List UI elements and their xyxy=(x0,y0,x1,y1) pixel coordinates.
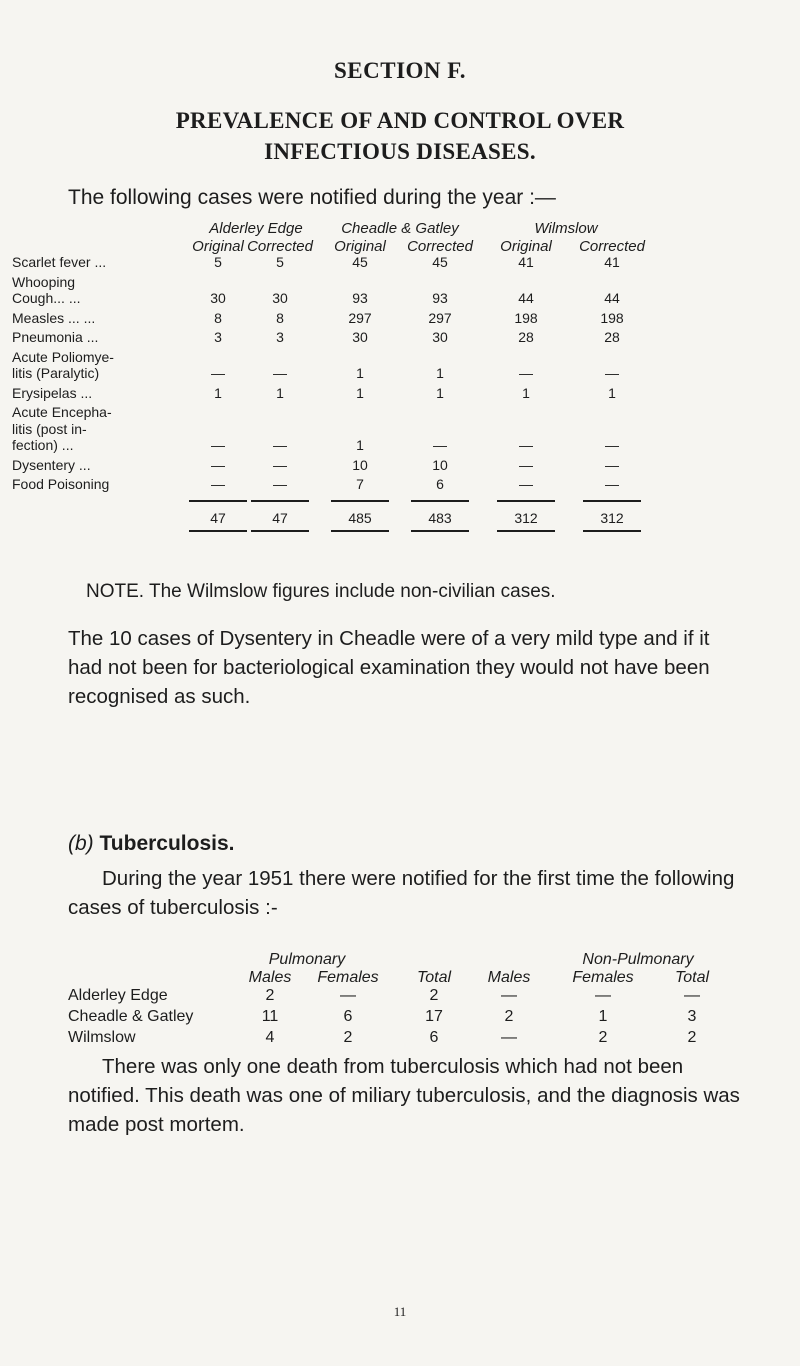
row-label: Whooping xyxy=(12,273,76,290)
table-cell: 45 xyxy=(432,254,448,270)
table-row xyxy=(0,404,800,453)
total-rule xyxy=(189,530,247,532)
tuberculosis-death-paragraph: There was only one death from tuberculosis which had not been notified. This death was one of miliary tuberculosis, and the diagnosis was made post mortem. xyxy=(68,1055,740,1136)
table-cell: 17 xyxy=(425,1008,443,1025)
total-cell: 485 xyxy=(348,509,372,526)
table-cell: 5 xyxy=(276,254,284,270)
column-header: Females xyxy=(317,969,379,986)
table-cell: 1 xyxy=(356,437,364,453)
table-cell: 41 xyxy=(518,254,534,270)
district-header: Cheadle & Gatley xyxy=(341,220,459,237)
table-cell: 297 xyxy=(348,309,372,326)
row-label: Wilmslow xyxy=(68,1029,136,1046)
non-pulmonary-header: Non-Pulmonary xyxy=(582,951,694,968)
table-cell: — xyxy=(605,476,619,492)
total-cell: 47 xyxy=(210,509,226,526)
total-rule xyxy=(331,530,389,532)
table-cell: 3 xyxy=(214,329,222,345)
row-label: fection) ... xyxy=(12,437,74,453)
table-cell: — xyxy=(211,437,225,453)
table-row xyxy=(0,329,800,347)
total-rule xyxy=(411,530,469,532)
table-cell: 2 xyxy=(504,1008,514,1025)
table-row xyxy=(0,457,800,475)
table-row xyxy=(0,385,800,403)
table-cell: 1 xyxy=(598,1008,608,1025)
table-cell: 1 xyxy=(608,384,616,401)
total-rule xyxy=(189,500,247,502)
table-row xyxy=(0,348,800,381)
table-row xyxy=(0,310,800,328)
table-cell: 30 xyxy=(432,329,448,345)
column-subheader: Original xyxy=(334,238,386,255)
table-cell: 1 xyxy=(276,384,284,401)
table-cell: 10 xyxy=(352,456,368,473)
row-label: Scarlet fever ... xyxy=(12,254,107,270)
table-cell: 1 xyxy=(356,384,364,401)
table-cell: 41 xyxy=(604,254,620,270)
district-header: Wilmslow xyxy=(534,220,598,237)
table-row xyxy=(0,987,800,1007)
column-header: Females xyxy=(572,969,634,986)
table-cell: — xyxy=(211,456,225,473)
table-cell: 198 xyxy=(514,309,538,326)
row-label: Acute Poliomye- xyxy=(12,348,114,365)
table-row xyxy=(0,254,800,272)
row-label: Pneumonia ... xyxy=(12,329,99,345)
table-cell: 11 xyxy=(261,1008,279,1025)
column-header: Males xyxy=(487,969,531,986)
table-cell: 7 xyxy=(356,476,364,492)
table-cell: — xyxy=(211,476,225,492)
table-cell: — xyxy=(605,365,619,381)
table-cell: — xyxy=(340,987,356,1004)
page-title-line-1: PREVALENCE OF AND CONTROL OVER xyxy=(175,108,625,133)
intro-text: The following cases were notified during the year :— xyxy=(68,186,556,209)
tuberculosis-paragraph: During the year 1951 there were notified for the first time the following cases of tuberculosis :- xyxy=(68,867,735,919)
total-rule xyxy=(251,530,309,532)
table-cell: — xyxy=(273,365,287,381)
table-row xyxy=(0,1029,800,1049)
table-cell: 10 xyxy=(432,456,448,473)
dysentery-paragraph: The 10 cases of Dysentery in Cheadle were of a very mild type and if it had not been for bacteriological examination they would not have been recognised as such. xyxy=(68,627,710,708)
table-cell: 198 xyxy=(600,309,624,326)
row-label: Cheadle & Gatley xyxy=(68,1008,194,1025)
table-cell: 8 xyxy=(214,309,222,326)
total-rule xyxy=(583,500,641,502)
table-cell: 28 xyxy=(604,329,620,345)
total-cell: 483 xyxy=(428,509,452,526)
table-cell: 1 xyxy=(214,384,222,401)
tuberculosis-heading-letter: (b) xyxy=(68,832,94,855)
table-cell: — xyxy=(519,476,533,492)
table-cell: 1 xyxy=(436,384,444,401)
table-cell: — xyxy=(605,437,619,453)
total-rule xyxy=(411,500,469,502)
table-cell: 6 xyxy=(343,1008,353,1025)
table-cell: — xyxy=(519,456,533,473)
table-cell: 4 xyxy=(265,1029,275,1046)
table-cell: — xyxy=(501,1029,517,1046)
table-cell: 44 xyxy=(518,290,534,306)
table-cell: 2 xyxy=(687,1029,697,1046)
column-subheader: Corrected xyxy=(579,238,645,255)
table-cell: 2 xyxy=(343,1029,353,1046)
table-cell: — xyxy=(684,987,700,1004)
table-cell: 2 xyxy=(598,1029,608,1046)
total-rule xyxy=(583,530,641,532)
table-cell: 6 xyxy=(436,476,444,492)
row-label: litis (post in- xyxy=(12,420,87,437)
table-cell: 30 xyxy=(272,290,288,306)
table-cell: — xyxy=(433,437,447,453)
tuberculosis-heading xyxy=(68,832,235,856)
column-subheader: Corrected xyxy=(407,238,473,255)
table-cell: — xyxy=(519,365,533,381)
column-header: Total xyxy=(416,969,452,986)
table-cell: 44 xyxy=(604,290,620,306)
column-header: Males xyxy=(248,969,292,986)
total-rule xyxy=(331,500,389,502)
note-text: NOTE. The Wilmslow figures include non-civilian cases. xyxy=(86,581,556,602)
row-label: litis (Paralytic) xyxy=(12,365,100,381)
table-cell: — xyxy=(501,987,517,1004)
table-cell: 3 xyxy=(687,1008,697,1025)
table-cell: 93 xyxy=(352,290,368,306)
table-cell: 30 xyxy=(210,290,226,306)
table-cell: 1 xyxy=(522,384,530,401)
table-cell: 1 xyxy=(436,365,444,381)
total-cell: 312 xyxy=(514,509,538,526)
row-label: Measles ... ... xyxy=(12,309,96,326)
table-cell: — xyxy=(605,456,619,473)
table-cell: 297 xyxy=(428,309,452,326)
column-header: Total xyxy=(674,969,710,986)
table-cell: — xyxy=(595,987,611,1004)
table-cell: 28 xyxy=(518,329,534,345)
row-label: Food Poisoning xyxy=(12,476,110,492)
table-row xyxy=(0,273,800,306)
table-cell: 3 xyxy=(276,329,284,345)
table-cell: — xyxy=(519,437,533,453)
table-cell: 93 xyxy=(432,290,448,306)
column-subheader: Corrected xyxy=(247,238,313,255)
total-rule xyxy=(497,530,555,532)
district-header: Alderley Edge xyxy=(209,220,303,237)
tuberculosis-heading-text: Tuberculosis. xyxy=(99,832,235,855)
row-label: Cough... ... xyxy=(12,290,81,306)
table-cell: 1 xyxy=(356,365,364,381)
pulmonary-header: Pulmonary xyxy=(268,951,346,968)
row-label: Dysentery ... xyxy=(12,456,91,473)
table-cell: 2 xyxy=(429,987,439,1004)
total-rule xyxy=(497,500,555,502)
row-label: Acute Encepha- xyxy=(12,404,112,420)
page-title-line-2: INFECTIOUS DISEASES. xyxy=(264,139,536,164)
table-row xyxy=(0,1008,800,1028)
total-rule xyxy=(251,500,309,502)
row-label: Erysipelas ... xyxy=(12,384,93,401)
total-cell: 47 xyxy=(272,509,288,526)
table-cell: 2 xyxy=(265,987,275,1004)
table-cell: — xyxy=(273,476,287,492)
column-subheader: Original xyxy=(500,238,552,255)
table-cell: — xyxy=(211,365,225,381)
section-title: SECTION F. xyxy=(334,58,466,83)
page-number: 11 xyxy=(393,1304,407,1319)
table-row xyxy=(0,476,800,494)
table-cell: 8 xyxy=(276,309,284,326)
column-subheader: Original xyxy=(192,238,244,255)
table-cell: 45 xyxy=(352,254,368,270)
table-cell: 5 xyxy=(214,254,222,270)
table-cell: 6 xyxy=(429,1029,439,1046)
table-cell: — xyxy=(273,437,287,453)
total-cell: 312 xyxy=(600,509,624,526)
table-cell: 30 xyxy=(352,329,368,345)
row-label: Alderley Edge xyxy=(68,987,168,1004)
table-cell: — xyxy=(273,456,287,473)
